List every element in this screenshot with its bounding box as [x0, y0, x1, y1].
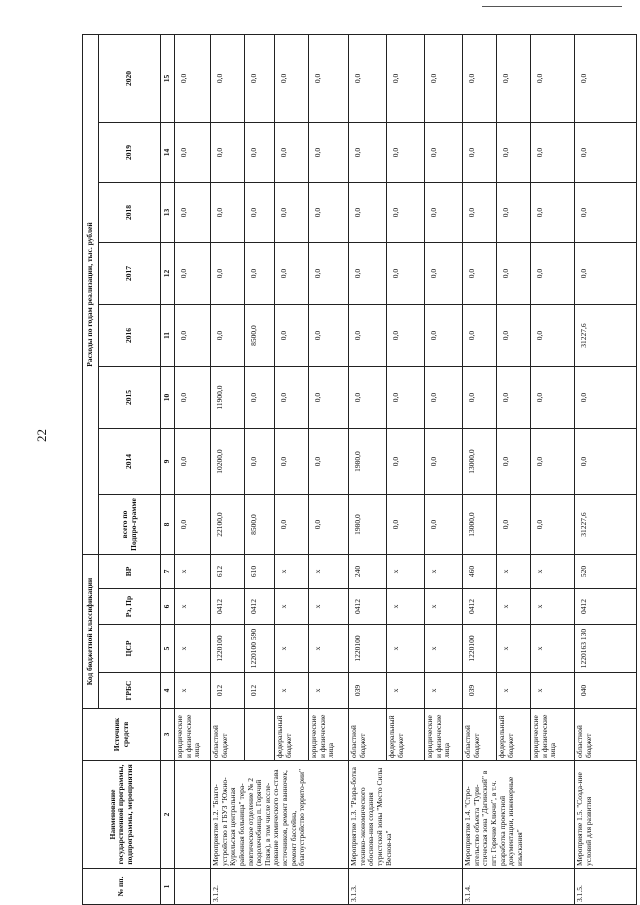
year-value-cell: 0,0 — [275, 367, 309, 429]
year-value-cell: 0,0 — [497, 34, 531, 122]
rzpr-cell: x — [425, 589, 463, 625]
header-csr: ЦСР — [99, 625, 161, 673]
total-cell: 0,0 — [175, 495, 211, 555]
year-value-cell: 0,0 — [463, 183, 497, 243]
index-cell: 9 — [161, 429, 175, 495]
measure-name-cell: Мероприятие 1.5. "Созда-ние условий для развития — [575, 761, 637, 869]
rzpr-cell: x — [275, 589, 309, 625]
grbs-cell: x — [175, 673, 211, 709]
year-value-cell: 0,0 — [531, 243, 575, 305]
year-value-cell: 0,0 — [175, 34, 211, 122]
year-value-cell: 0,0 — [575, 243, 637, 305]
vr-cell: x — [275, 555, 309, 589]
vr-cell: x — [309, 555, 349, 589]
year-value-cell: 0,0 — [575, 123, 637, 183]
year-value-cell: 0,0 — [387, 429, 425, 495]
header-year: 2019 — [99, 123, 161, 183]
header-year: 2014 — [99, 429, 161, 495]
index-cell: 4 — [161, 673, 175, 709]
year-value-cell: 0,0 — [463, 305, 497, 367]
year-value-cell: 1980,0 — [349, 429, 387, 495]
year-value-cell: 0,0 — [531, 34, 575, 122]
index-cell: 5 — [161, 625, 175, 673]
expenses-table — [82, 34, 637, 905]
vr-cell: x — [425, 555, 463, 589]
header-year: 2016 — [99, 305, 161, 367]
year-value-cell: 0,0 — [245, 367, 275, 429]
source-cell: юридические и физические лица — [175, 709, 211, 761]
year-value-cell: 0,0 — [275, 243, 309, 305]
year-value-cell: 0,0 — [275, 123, 309, 183]
year-value-cell: 0,0 — [531, 123, 575, 183]
csr-cell: 1220100 — [463, 625, 497, 673]
page-number: 22 — [34, 429, 49, 442]
total-cell: 22100,0 — [211, 495, 245, 555]
measure-name-cell — [175, 761, 211, 869]
csr-cell: x — [175, 625, 211, 673]
year-value-cell: 0,0 — [245, 183, 275, 243]
year-value-cell: 0,0 — [349, 183, 387, 243]
year-value-cell: 0,0 — [309, 429, 349, 495]
vr-cell: x — [387, 555, 425, 589]
year-value-cell: 0,0 — [245, 123, 275, 183]
table-row — [211, 34, 245, 904]
csr-cell: x — [387, 625, 425, 673]
source-cell: юридические и физические лица — [309, 709, 349, 761]
index-cell: 8 — [161, 495, 175, 555]
rzpr-cell: x — [309, 589, 349, 625]
grbs-cell: x — [425, 673, 463, 709]
year-value-cell: 0,0 — [463, 243, 497, 305]
year-value-cell: 0,0 — [497, 183, 531, 243]
measure-name-cell: Мероприятие 1.4. "Стро-ительство объекта "Тури-стическая зона "Дагинский" в пгт. Горячие Ключи", в т.ч. разработка проектной документации, инженерные изыскания" — [463, 761, 575, 869]
year-value-cell: 13000,0 — [463, 429, 497, 495]
csr-cell: 1220100 590 — [245, 625, 275, 673]
index-cell: 10 — [161, 367, 175, 429]
year-value-cell: 0,0 — [275, 305, 309, 367]
index-cell: 2 — [161, 761, 175, 869]
index-cell: 12 — [161, 243, 175, 305]
vr-cell: x — [497, 555, 531, 589]
index-cell: 13 — [161, 183, 175, 243]
year-value-cell: 0,0 — [309, 367, 349, 429]
year-value-cell: 0,0 — [175, 123, 211, 183]
csr-cell: x — [497, 625, 531, 673]
measure-name-cell: Мероприятие 1.2. "Благо-устройство в ГБУЗ "Южно-Курильская центральная районная больница" тера-певтическое отделение № 2 (водолечебница п. Горячий Пляж), в том числе иссле-дование химического со-става источников, ремонт ванночек, ремонт бассейна, благоустройство террито-рии" — [211, 761, 349, 869]
vr-cell: 460 — [463, 555, 497, 589]
year-value-cell: 0,0 — [309, 183, 349, 243]
year-value-cell: 0,0 — [275, 183, 309, 243]
rzpr-cell: 0412 — [575, 589, 637, 625]
total-cell: 0,0 — [387, 495, 425, 555]
year-value-cell: 0,0 — [575, 34, 637, 122]
total-cell: 0,0 — [497, 495, 531, 555]
year-value-cell: 0,0 — [309, 243, 349, 305]
year-value-cell: 0,0 — [349, 367, 387, 429]
grbs-cell: x — [309, 673, 349, 709]
index-cell: 14 — [161, 123, 175, 183]
year-value-cell: 31227,6 — [575, 305, 637, 367]
year-value-cell: 0,0 — [349, 34, 387, 122]
year-value-cell: 0,0 — [245, 429, 275, 495]
index-row — [161, 34, 175, 904]
csr-cell: 1220100 — [211, 625, 245, 673]
row-number-cell — [175, 869, 211, 905]
year-value-cell: 0,0 — [245, 34, 275, 122]
source-cell: областной бюджет — [463, 709, 497, 761]
year-value-cell: 0,0 — [463, 367, 497, 429]
header-year: 2017 — [99, 243, 161, 305]
year-value-cell: 0,0 — [387, 123, 425, 183]
csr-cell: 1220100 — [349, 625, 387, 673]
header-year: 2020 — [99, 34, 161, 122]
source-cell: федеральный бюджет — [275, 709, 309, 761]
year-value-cell: 0,0 — [275, 34, 309, 122]
index-cell: 1 — [161, 869, 175, 905]
row-number-cell: 3.1.4. — [463, 869, 575, 905]
rzpr-cell: x — [531, 589, 575, 625]
year-value-cell: 0,0 — [175, 183, 211, 243]
index-cell: 11 — [161, 305, 175, 367]
header-name: Наименование государственной программы, подпрограммы, мероприятия — [83, 761, 161, 869]
vr-cell: 610 — [245, 555, 275, 589]
header-budget-code: Код бюджетной классификации — [83, 555, 99, 709]
year-value-cell: 0,0 — [497, 243, 531, 305]
total-cell: 8500,0 — [245, 495, 275, 555]
index-cell: 15 — [161, 34, 175, 122]
measure-name-cell: Мероприятие 1.3. "Разра-ботка технико-экономического обоснова-ния создания туристской зоны "Место Силы Веснов-ка" — [349, 761, 463, 869]
year-value-cell: 0,0 — [425, 34, 463, 122]
total-cell: 0,0 — [425, 495, 463, 555]
source-cell: областной бюджет — [349, 709, 387, 761]
total-cell: 31227,6 — [575, 495, 637, 555]
year-value-cell: 0,0 — [211, 305, 245, 367]
table-row — [575, 34, 637, 904]
header-expenses: Расходы по годам реализации, тыс. рублей — [83, 34, 99, 554]
year-value-cell: 0,0 — [387, 34, 425, 122]
source-cell: федеральный бюджет — [387, 709, 425, 761]
grbs-cell: 039 — [463, 673, 497, 709]
year-value-cell: 0,0 — [175, 243, 211, 305]
header-vr: ВР — [99, 555, 161, 589]
table-row — [463, 34, 497, 904]
year-value-cell: 0,0 — [425, 429, 463, 495]
year-value-cell: 0,0 — [175, 305, 211, 367]
grbs-cell: 012 — [245, 673, 275, 709]
grbs-cell: x — [387, 673, 425, 709]
grbs-cell: 039 — [349, 673, 387, 709]
top-rule — [482, 6, 622, 7]
table-body — [161, 34, 637, 904]
grbs-cell: x — [531, 673, 575, 709]
year-value-cell: 0,0 — [211, 34, 245, 122]
year-value-cell: 0,0 — [463, 34, 497, 122]
total-cell: 1980,0 — [349, 495, 387, 555]
year-value-cell: 0,0 — [211, 183, 245, 243]
source-cell — [245, 709, 275, 761]
index-cell: 7 — [161, 555, 175, 589]
year-value-cell: 0,0 — [387, 243, 425, 305]
year-value-cell: 0,0 — [175, 429, 211, 495]
year-value-cell: 0,0 — [531, 367, 575, 429]
total-cell: 13000,0 — [463, 495, 497, 555]
source-cell: юридические и физические лица — [531, 709, 575, 761]
year-value-cell: 0,0 — [575, 367, 637, 429]
year-value-cell: 0,0 — [531, 429, 575, 495]
year-value-cell: 0,0 — [531, 183, 575, 243]
header-rzpr: Рз, Пр — [99, 589, 161, 625]
year-value-cell: 0,0 — [531, 305, 575, 367]
year-value-cell: 0,0 — [349, 305, 387, 367]
csr-cell: x — [309, 625, 349, 673]
year-value-cell: 0,0 — [309, 123, 349, 183]
grbs-cell: 040 — [575, 673, 637, 709]
year-value-cell: 0,0 — [497, 367, 531, 429]
year-value-cell: 0,0 — [425, 243, 463, 305]
csr-cell: x — [425, 625, 463, 673]
grbs-cell: x — [497, 673, 531, 709]
rzpr-cell: x — [175, 589, 211, 625]
year-value-cell: 0,0 — [387, 183, 425, 243]
row-number-cell: 3.1.5. — [575, 869, 637, 905]
year-value-cell: 0,0 — [349, 243, 387, 305]
table-row — [349, 34, 387, 904]
total-cell: 0,0 — [531, 495, 575, 555]
vr-cell: 520 — [575, 555, 637, 589]
header-year: 2015 — [99, 367, 161, 429]
rzpr-cell: x — [387, 589, 425, 625]
header-grbs: ГРБС — [99, 673, 161, 709]
header-no: № пп. — [83, 869, 161, 905]
rzpr-cell: 0412 — [463, 589, 497, 625]
index-cell: 6 — [161, 589, 175, 625]
rzpr-cell: x — [497, 589, 531, 625]
row-number-cell: 3.1.2. — [211, 869, 349, 905]
year-value-cell: 0,0 — [425, 123, 463, 183]
header-year: 2018 — [99, 183, 161, 243]
csr-cell: x — [531, 625, 575, 673]
year-value-cell: 0,0 — [245, 243, 275, 305]
header-source: Источник средств — [83, 709, 161, 761]
year-value-cell: 11900,0 — [211, 367, 245, 429]
source-cell: федеральный бюджет — [497, 709, 531, 761]
year-value-cell: 0,0 — [425, 183, 463, 243]
source-cell: областной бюджет — [575, 709, 637, 761]
year-value-cell: 10200,0 — [211, 429, 245, 495]
year-value-cell: 0,0 — [211, 243, 245, 305]
year-value-cell: 0,0 — [275, 429, 309, 495]
year-value-cell: 8500,0 — [245, 305, 275, 367]
rotated-table-wrapper — [82, 35, 604, 905]
year-value-cell: 0,0 — [463, 123, 497, 183]
table-row — [175, 34, 211, 904]
year-value-cell: 0,0 — [387, 367, 425, 429]
vr-cell: x — [531, 555, 575, 589]
year-value-cell: 0,0 — [425, 367, 463, 429]
year-value-cell: 0,0 — [309, 305, 349, 367]
csr-cell: x — [275, 625, 309, 673]
grbs-cell: 012 — [211, 673, 245, 709]
year-value-cell: 0,0 — [575, 183, 637, 243]
year-value-cell: 0,0 — [497, 123, 531, 183]
header-total: всего по Подпро-грамме — [99, 495, 161, 555]
total-cell: 0,0 — [275, 495, 309, 555]
year-value-cell: 0,0 — [309, 34, 349, 122]
index-cell: 3 — [161, 709, 175, 761]
year-value-cell: 0,0 — [497, 305, 531, 367]
row-number-cell: 3.1.3. — [349, 869, 463, 905]
grbs-cell: x — [275, 673, 309, 709]
rzpr-cell: 0412 — [349, 589, 387, 625]
year-value-cell: 0,0 — [211, 123, 245, 183]
year-value-cell: 0,0 — [175, 367, 211, 429]
vr-cell: x — [175, 555, 211, 589]
rzpr-cell: 0412 — [245, 589, 275, 625]
year-value-cell: 0,0 — [349, 123, 387, 183]
source-cell: областной бюджет — [211, 709, 245, 761]
year-value-cell: 0,0 — [497, 429, 531, 495]
rzpr-cell: 0412 — [211, 589, 245, 625]
year-value-cell: 0,0 — [387, 305, 425, 367]
source-cell: юридические и физические лица — [425, 709, 463, 761]
csr-cell: 1220163 130 — [575, 625, 637, 673]
vr-cell: 612 — [211, 555, 245, 589]
year-value-cell: 0,0 — [425, 305, 463, 367]
year-value-cell: 0,0 — [575, 429, 637, 495]
total-cell: 0,0 — [309, 495, 349, 555]
vr-cell: 240 — [349, 555, 387, 589]
